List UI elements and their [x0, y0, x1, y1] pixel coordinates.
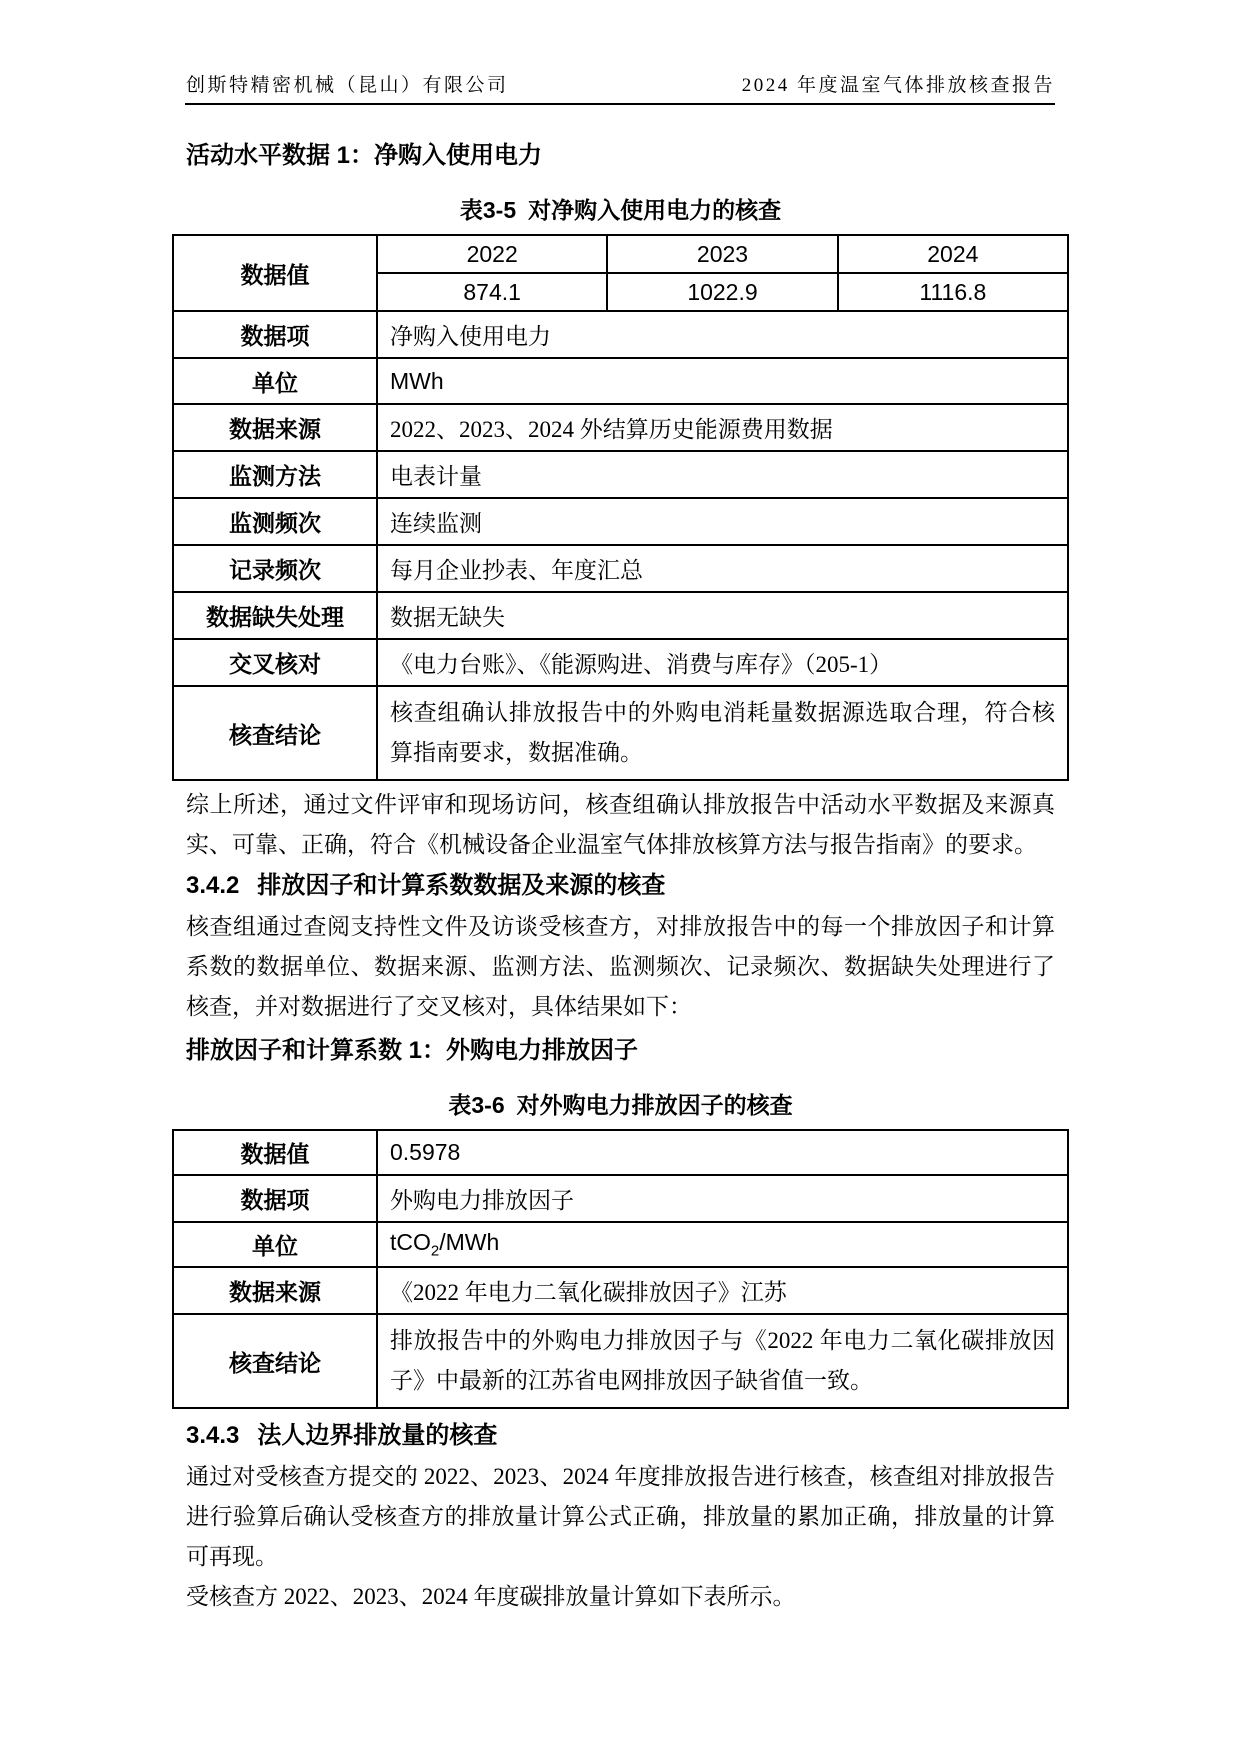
table-row: [173, 358, 1068, 404]
row-value-monitoring-frequency: 连续监测: [377, 498, 1068, 545]
row-value-unit: MWh: [377, 358, 1068, 404]
unit-suffix: /MWh: [439, 1229, 500, 1256]
row-value-conclusion: 核查组确认排放报告中的外购电消耗量数据源选取合理，符合核算指南要求，数据准确。: [377, 686, 1068, 780]
row-label-data-value: 数据值: [173, 235, 377, 311]
row-value-cross-check: 《电力台账》、《能源购进、消费与库存》（205-1）: [377, 639, 1068, 686]
row-label-data-item: 数据项: [173, 311, 377, 358]
section-3-4-2-title: 排放因子和计算系数数据及来源的核查: [257, 872, 666, 899]
section-3-4-3-title: 法人边界排放量的核查: [257, 1422, 498, 1449]
row-label-monitoring-method: 监测方法: [173, 451, 377, 498]
value-2024: 1116.8: [838, 273, 1068, 311]
table-3-5-caption-label: 表3-5: [459, 197, 517, 223]
main-content: [172, 134, 1069, 1617]
row-value-data-item: 外购电力排放因子: [377, 1175, 1068, 1222]
section-3-4-2-number: 3.4.2: [186, 872, 240, 899]
table-row: [173, 498, 1068, 545]
header-company: 创斯特精密机械（昆山）有限公司: [186, 75, 509, 96]
section-3-4-3-paragraph-2: 受核查方 2022、2023、2024 年度碳排放量计算如下表所示。: [186, 1584, 796, 1609]
unit-subscript: 2: [430, 1242, 440, 1260]
table-row: [173, 311, 1068, 358]
table-3-6-caption-title: 对外购电力排放因子的核查: [516, 1092, 793, 1118]
page-header: [186, 74, 1055, 98]
table-row: [173, 1222, 1068, 1267]
row-label-unit: 单位: [173, 1222, 377, 1267]
table-row: [173, 1175, 1068, 1222]
row-label-monitoring-frequency: 监测频次: [173, 498, 377, 545]
row-value-unit: [377, 1222, 1068, 1267]
table-row: [173, 1267, 1068, 1314]
row-value-data-source: 2022、2023、2024 外结算历史能源费用数据: [377, 404, 1068, 451]
row-label-cross-check: 交叉核对: [173, 639, 377, 686]
row-label-data-source: 数据来源: [173, 1267, 377, 1314]
table-row: [173, 1130, 1068, 1175]
row-label-data-item: 数据项: [173, 1175, 377, 1222]
unit-prefix: tCO: [390, 1229, 431, 1256]
row-label-data-source: 数据来源: [173, 404, 377, 451]
row-label-unit: 单位: [173, 358, 377, 404]
row-value-data-source: 《2022 年电力二氧化碳排放因子》江苏: [377, 1267, 1068, 1314]
value-2023: 1022.9: [607, 273, 837, 311]
row-label-record-frequency: 记录频次: [173, 545, 377, 592]
table-3-6-caption: [172, 1089, 1069, 1121]
emission-factor-heading: 排放因子和计算系数 1：外购电力排放因子: [186, 1037, 639, 1064]
header-rule: [185, 103, 1055, 105]
summary-paragraph: 综上所述，通过文件评审和现场访问，核查组确认排放报告中活动水平数据及来源真实、可靠、正确，符合《机械设备企业温室气体排放核算方法与报告指南》的要求。: [186, 792, 1055, 857]
table-3-6: [172, 1129, 1069, 1409]
table-3-5: [172, 234, 1069, 781]
year-header-2023: 2023: [607, 235, 837, 273]
table-row: [173, 451, 1068, 498]
row-value-record-frequency: 每月企业抄表、年度汇总: [377, 545, 1068, 592]
row-value-missing-data: 数据无缺失: [377, 592, 1068, 639]
section-3-4-3-number: 3.4.3: [186, 1422, 240, 1449]
table-3-5-caption: [172, 194, 1069, 226]
table-row: [173, 404, 1068, 451]
year-header-2022: 2022: [377, 235, 607, 273]
table-row: [173, 592, 1068, 639]
value-2022: 874.1: [377, 273, 607, 311]
section-3-4-2-heading: [186, 865, 1055, 907]
row-label-missing-data: 数据缺失处理: [173, 592, 377, 639]
section-3-4-3-heading: [186, 1415, 1055, 1457]
year-header-2024: 2024: [838, 235, 1068, 273]
row-label-data-value: 数据值: [173, 1130, 377, 1175]
table-row: [173, 235, 1068, 273]
table-row: [173, 686, 1068, 780]
row-label-conclusion: 核查结论: [173, 1314, 377, 1408]
table-row: [173, 545, 1068, 592]
row-value-conclusion: 排放报告中的外购电力排放因子与《2022 年电力二氧化碳排放因子》中最新的江苏省电网排放因子缺省值一致。: [377, 1314, 1068, 1408]
section-3-4-3-paragraph-1: 通过对受核查方提交的 2022、2023、2024 年度排放报告进行核查，核查组对排放报告进行验算后确认受核查方的排放量计算公式正确，排放量的累加正确，排放量的计算可再现。: [186, 1464, 1055, 1569]
table-row: [173, 1314, 1068, 1408]
table-row: [173, 639, 1068, 686]
section-3-4-2-paragraph: 核查组通过查阅支持性文件及访谈受核查方，对排放报告中的每一个排放因子和计算系数的数据单位、数据来源、监测方法、监测频次、记录频次、数据缺失处理进行了核查，并对数据进行了交叉核对，具体结果如下：: [186, 914, 1055, 1019]
row-value-data-value: 0.5978: [377, 1130, 1068, 1175]
row-label-conclusion: 核查结论: [173, 686, 377, 780]
table-3-5-caption-title: 对净购入使用电力的核查: [528, 197, 782, 223]
header-report-title: 2024 年度温室气体排放核查报告: [741, 75, 1055, 96]
table-3-6-caption-label: 表3-6: [448, 1092, 505, 1118]
row-value-data-item: 净购入使用电力: [377, 311, 1068, 358]
activity-data-heading: 活动水平数据 1：净购入使用电力: [186, 142, 543, 169]
row-value-monitoring-method: 电表计量: [377, 451, 1068, 498]
